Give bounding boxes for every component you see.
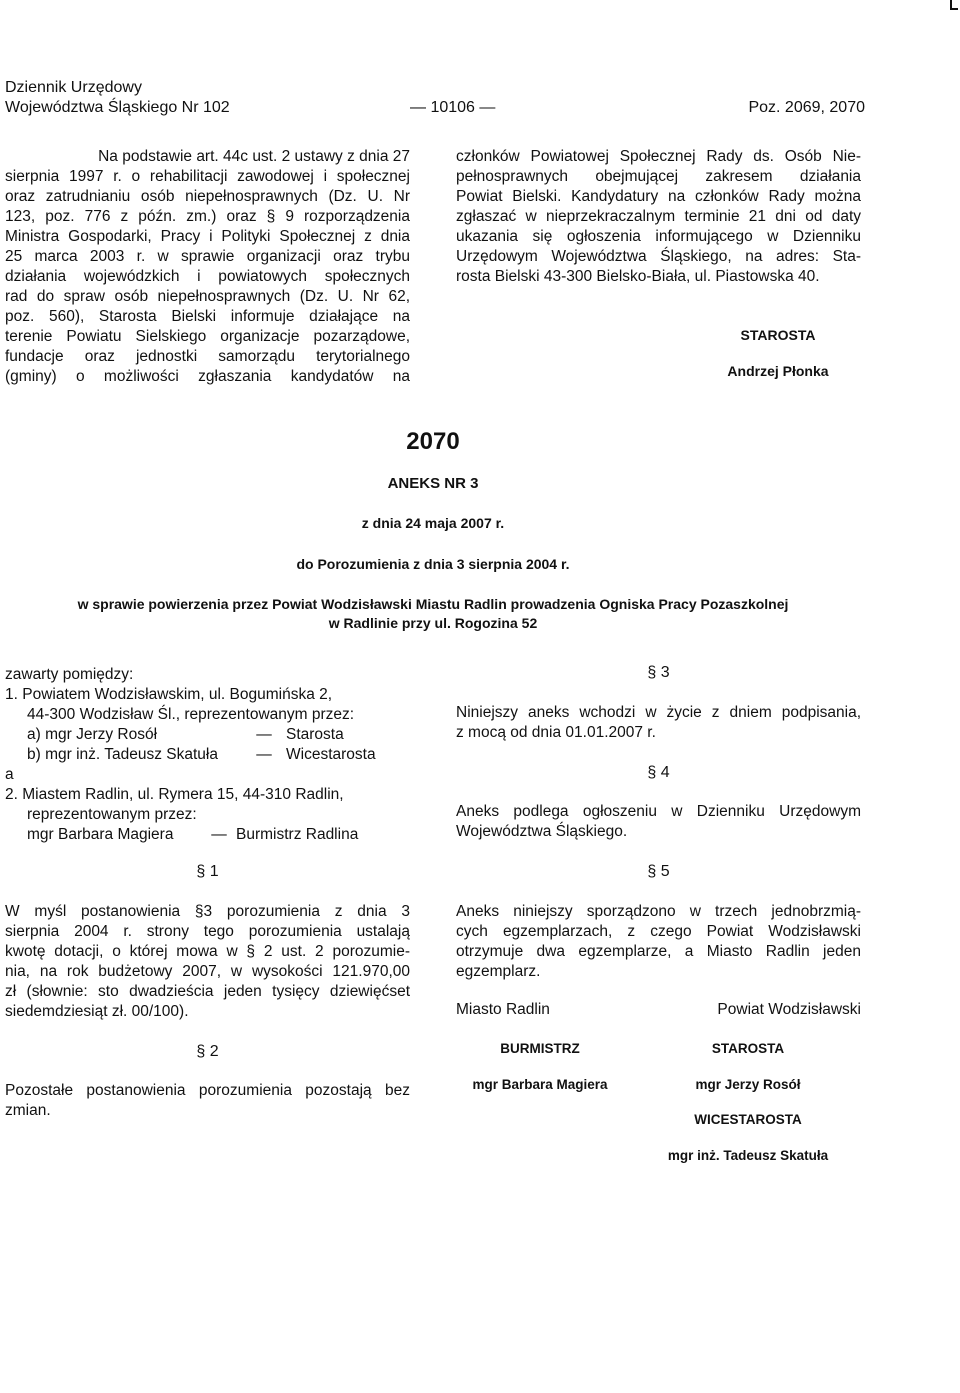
representative-row xyxy=(5,725,410,745)
page-number: — 10106 — xyxy=(410,99,496,116)
notice-line: Na podstawie art. 44c ust. 2 ustawy z dnia 27 xyxy=(98,148,410,165)
section-1-body xyxy=(5,902,410,1022)
signature-left-party: Miasto Radlin xyxy=(456,1001,550,1018)
act-number: 2070 xyxy=(406,428,460,455)
act-reference: do Porozumienia z dnia 3 sierpnia 2004 r. xyxy=(296,556,570,572)
notice-line: terenie Powiatu Sielskiego organizacje pozarządowe, xyxy=(5,328,410,345)
notice-line: rad do spraw osób niepełnosprawnych (Dz. U. Nr 62, xyxy=(5,288,410,305)
party-1-line1: 1. Powiatem Wodzisławskim, ul. Bogumińska 2, xyxy=(5,686,333,703)
section-5-title: § 5 xyxy=(647,863,670,880)
position-number: Poz. 2069, 2070 xyxy=(748,99,865,116)
notice-2069-right-column xyxy=(456,147,861,287)
section-3-body xyxy=(456,703,861,743)
act-subject-line2: w Radlinie przy ul. Rogozina 52 xyxy=(328,615,538,631)
notice-line: (gminy) o możliwości zgłaszania kandydatów na xyxy=(5,368,410,385)
act-subject-line1: w sprawie powierzenia przez Powiat Wodzisławski Miastu Radlin prowadzenia Ogniska Pracy Pozaszkolnej xyxy=(77,596,789,612)
section-line: kwotę dotacji, o której mowa w § 2 ust. 2 porozumie- xyxy=(5,943,410,960)
notice-line: działania wojewódzkich i powiatowych społecznych xyxy=(5,268,410,285)
notice-line: Urzędowym Województwa Śląskiego, na adres: Sta- xyxy=(456,248,861,265)
journal-name-line1: Dziennik Urzędowy xyxy=(5,79,142,96)
notice-line: fundacje oraz jednostki samorządu terytorialnego xyxy=(5,348,410,365)
section-line: z mocą od dnia 01.01.2007 r. xyxy=(456,724,656,741)
conjunction: a xyxy=(5,766,14,783)
section-1-title: § 1 xyxy=(196,863,219,880)
notice-line: Ministra Gospodarki, Pracy i Polityki Społecznej z dnia xyxy=(5,228,410,245)
party-2-line1: 2. Miastem Radlin, ul. Rymera 15, 44-310 Radlin, xyxy=(5,786,344,803)
signature-left-name: mgr Barbara Magiera xyxy=(472,1077,608,1092)
section-line: siedemdziesiąt zł. 00/100). xyxy=(5,1003,189,1020)
journal-name-line2: Województwa Śląskiego Nr 102 xyxy=(5,99,230,116)
act-subject xyxy=(0,595,866,633)
representative-row xyxy=(5,745,410,765)
parties-intro: zawarty pomiędzy: xyxy=(5,666,134,683)
representative-name: mgr Barbara Magiera xyxy=(27,826,174,843)
notice-line: poz. 560), Starosta Bielski informuje działające na xyxy=(5,308,410,325)
notice-line: 25 marca 2003 r. w sprawie organizacji oraz trybu xyxy=(5,248,410,265)
dash: — xyxy=(211,826,227,843)
party-2-line2: reprezentowanym przez: xyxy=(27,806,197,823)
section-2-body xyxy=(5,1081,410,1121)
section-line: cych egzemplarzach, z czego Powiat Wodzisławski xyxy=(456,923,861,940)
signature-right-title: STAROSTA xyxy=(711,1041,785,1056)
page-corner-mark xyxy=(950,0,958,10)
section-line: zmian. xyxy=(5,1102,51,1119)
representative-role: Wicestarosta xyxy=(286,746,376,763)
notice-line: ukazania się ogłoszenia informującego w Dzienniku xyxy=(456,228,861,245)
representative-name: b) mgr inż. Tadeusz Skatuła xyxy=(27,746,218,763)
section-line: Aneks podlega ogłoszeniu w Dzienniku Urzędowym xyxy=(456,803,861,820)
section-line: sierpnia 2004 r. strony tego porozumienia ustalają xyxy=(5,923,410,940)
section-line: W myśl postanowienia §3 porozumienia z dnia 3 xyxy=(5,903,410,920)
notice-line: pełnosprawnych obejmującej zakresem działania xyxy=(456,168,861,185)
dash: — xyxy=(256,746,272,763)
notice-line: Powiat Bielski. Kandydatury na członków Rady można xyxy=(456,188,861,205)
section-4-body xyxy=(456,802,861,842)
notice-signature-name: Andrzej Płonka xyxy=(727,363,829,379)
signature-right-name: mgr Jerzy Rosół xyxy=(695,1077,801,1092)
signature-left-title: BURMISTRZ xyxy=(500,1041,580,1056)
representative-role: Starosta xyxy=(286,726,344,743)
dash: — xyxy=(256,726,272,743)
representative-name: a) mgr Jerzy Rosół xyxy=(27,726,158,743)
notice-line: sierpnia 1997 r. o rehabilitacji zawodowej i społecznej xyxy=(5,168,410,185)
notice-signature-title: STAROSTA xyxy=(740,327,816,343)
notice-line: zgłaszać w nieprzekraczalnym terminie 21 dni od daty xyxy=(456,208,861,225)
section-line: Niniejszy aneks wchodzi w życie z dniem podpisania, xyxy=(456,704,861,721)
signature-right-name-2: mgr inż. Tadeusz Skatuła xyxy=(667,1148,829,1163)
section-2-title: § 2 xyxy=(196,1043,219,1060)
signature-right-party: Powiat Wodzisławski xyxy=(717,1001,861,1018)
notice-2069-left-column xyxy=(5,147,410,387)
notice-line: rosta Bielski 43-300 Bielsko-Biała, ul. Piastowska 40. xyxy=(456,268,820,285)
section-5-body xyxy=(456,902,861,982)
act-title: ANEKS NR 3 xyxy=(387,475,479,492)
notice-line: oraz zatrudnianiu osób niepełnosprawnych (Dz. U. Nr xyxy=(5,188,410,205)
page-header xyxy=(5,78,865,118)
section-line: egzemplarz. xyxy=(456,963,541,980)
section-3-title: § 3 xyxy=(647,664,670,681)
section-line: otrzymuje dwa egzemplarze, a Miasto Radlin jeden xyxy=(456,943,861,960)
section-line: zł (słownie: sto dwadzieścia jeden tysięcy dziewięćset xyxy=(5,983,410,1000)
section-line: Województwa Śląskiego. xyxy=(456,823,628,840)
section-line: nia, na rok budżetowy 2007, w wysokości 121.970,00 xyxy=(5,963,410,980)
section-line: Pozostałe postanowienia porozumienia pozostają bez xyxy=(5,1082,410,1099)
section-4-title: § 4 xyxy=(647,764,670,781)
section-line: Aneks niniejszy sporządzono w trzech jednobrzmią- xyxy=(456,903,861,920)
representative-row xyxy=(5,825,410,845)
act-date: z dnia 24 maja 2007 r. xyxy=(361,515,505,531)
notice-line: 123, poz. 776 z późn. zm.) oraz § 9 rozporządzenia xyxy=(5,208,410,225)
party-1-line2: 44-300 Wodzisław Śl., reprezentowanym przez: xyxy=(27,706,355,723)
parties-block xyxy=(5,665,410,845)
representative-role: Burmistrz Radlina xyxy=(236,826,359,843)
notice-line: członków Powiatowej Społecznej Rady ds. Osób Nie- xyxy=(456,148,861,165)
signature-right-title-2: WICESTAROSTA xyxy=(694,1112,802,1127)
